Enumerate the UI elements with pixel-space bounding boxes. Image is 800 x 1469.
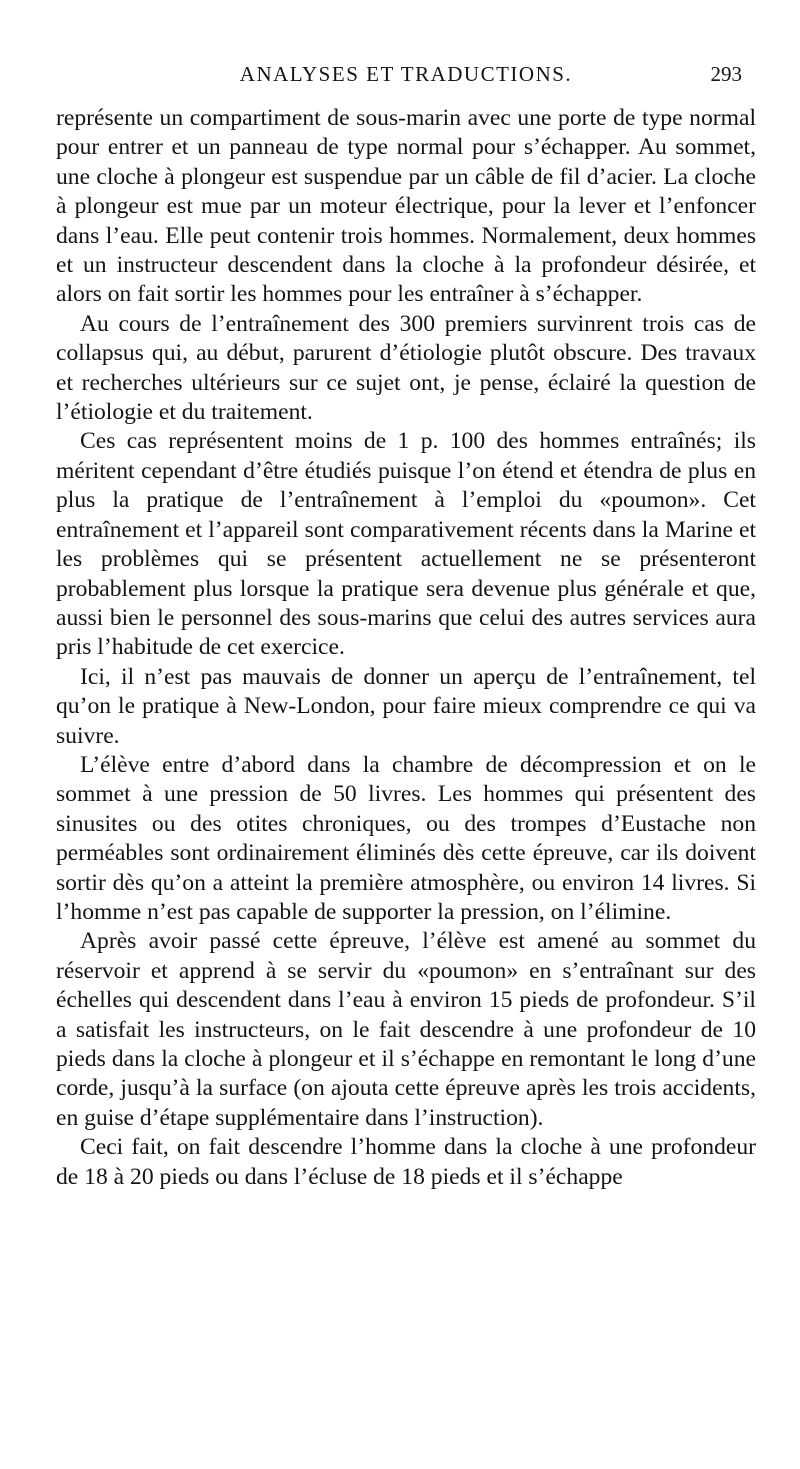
paragraph-continuation: représente un compartiment de sous-marin avec une porte de type normal pour entrer et un panneau de type normal pour s’échapper. Au sommet, une cloche à plongeur est suspendue par un câble de fil d’acier. La cloche à plongeur est mue par un moteur électrique, pour la lever et l’enfoncer dans l’eau. Elle peut contenir trois hommes. Normalement, deux hommes et un instructeur descendent dans la cloche à la profondeur désirée, et alors on fait sortir les hommes pour les entraîner à s’échapper. (56, 105, 756, 308)
paragraph: Ceci fait, on fait descendre l’homme dans la cloche à une profondeur de 18 à 20 pieds ou dans l’écluse de 18 pieds et il s’échappe (56, 1134, 756, 1190)
paragraph: Ici, il n’est pas mauvais de donner un aperçu de l’entraînement, tel qu’on le pratique à New-London, pour faire mieux comprendre ce qui va suivre. (56, 663, 756, 749)
paragraph: Après avoir passé cette épreuve, l’élève est amené au sommet du réservoir et apprend à se servir du «poumon» en s’entraînant sur des échelles qui descendent dans l’eau à environ 15 pieds de profondeur. S’il a satisfait les instructeurs, on le fait descendre à une profondeur de 10 pieds dans la cloche à plongeur et il s’échappe en remontant le long d’une corde, jusqu’à la surface (on ajouta cette épreuve après les trois accidents, en guise d’étape supplémentaire dans l’instruction). (56, 928, 756, 1131)
running-title: ANALYSES ET TRADUCTIONS. (239, 62, 573, 86)
body-text (56, 104, 756, 1192)
paragraph: Au cours de l’entraînement des 300 premiers survinrent trois cas de collapsus qui, au début, parurent d’étiologie plutôt obscure. Des travaux et recherches ultérieurs sur ce sujet ont, je pense, éclairé la question de l’étiologie et du traitement. (56, 310, 756, 426)
paragraph: Ces cas représentent moins de 1 p. 100 des hommes entraînés; ils méritent cependant d’être étudiés puisque l’on étend et étendra de plus en plus la pratique de l’entraînement à l’emploi du «poumon». Cet entraînement et l’appareil sont comparativement récents dans la Marine et les problèmes qui se présentent actuellement ne se présenteront probablement plus lorsque la pratique sera devenue plus générale et que, aussi bien le personnel des sous-marins que celui des autres services aura pris l’habitude de cet exercice. (56, 428, 756, 661)
paragraph: L’élève entre d’abord dans la chambre de décompression et on le sommet à une pression de 50 livres. Les hommes qui présentent des sinusites ou des otites chroniques, ou des trompes d’Eustache non perméables sont ordinairement éliminés dès cette épreuve, car ils doivent sortir dès qu’on a atteint la première atmosphère, ou environ 14 livres. Si l’homme n’est pas capable de supporter la pression, on l’élimine. (56, 751, 756, 925)
page-number: 293 (710, 62, 742, 86)
page-header (56, 58, 756, 104)
